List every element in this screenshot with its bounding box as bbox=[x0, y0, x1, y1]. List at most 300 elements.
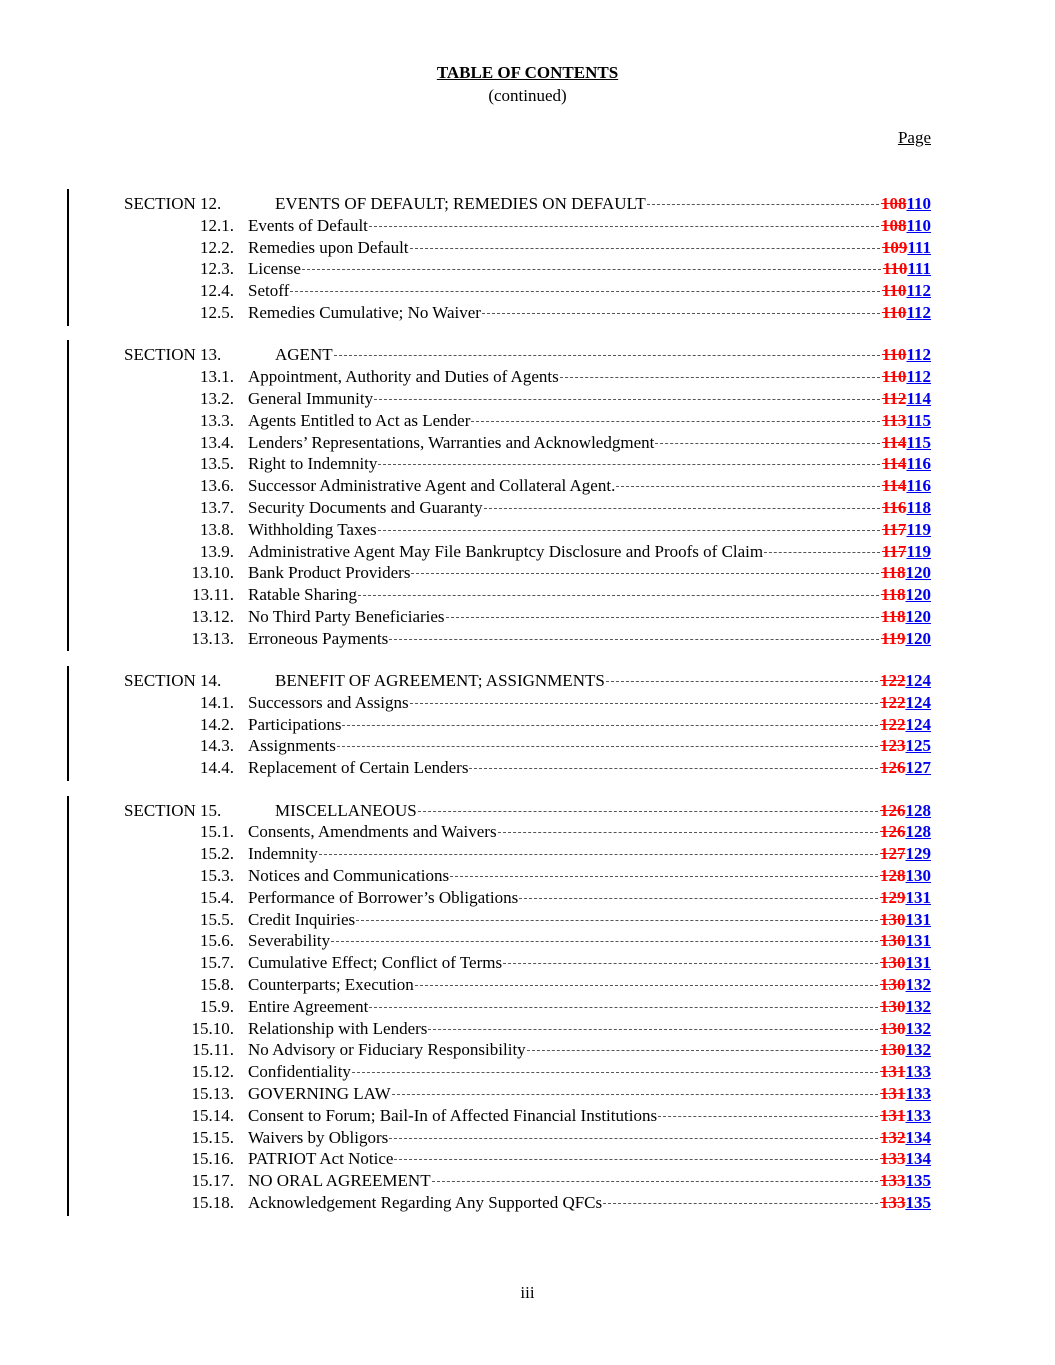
dot-leader bbox=[450, 876, 878, 877]
subsection-row[interactable] bbox=[0, 865, 1055, 887]
entry-title: Cumulative Effect; Conflict of Terms bbox=[248, 953, 503, 973]
dot-leader bbox=[302, 269, 881, 270]
deleted-page-number: 131 bbox=[880, 1083, 906, 1103]
entry-title-line bbox=[248, 909, 931, 931]
dot-leader bbox=[389, 639, 879, 640]
entry-title: Security Documents and Guaranty bbox=[248, 497, 483, 517]
entry-title-line bbox=[248, 280, 931, 302]
subsection-row[interactable] bbox=[0, 215, 1055, 237]
entry-number: SECTION 14. bbox=[124, 671, 222, 690]
entry-title: License bbox=[248, 259, 301, 279]
entry-number: 13.6. bbox=[200, 476, 234, 496]
deleted-page-number: 130 bbox=[880, 974, 906, 994]
inserted-page-number[interactable]: 131 bbox=[905, 953, 931, 973]
deleted-page-number: 127 bbox=[880, 844, 906, 864]
entry-title: AGENT bbox=[275, 345, 333, 365]
section-heading-row[interactable] bbox=[0, 193, 1055, 215]
entry-title: Administrative Agent May File Bankruptcy Disclosure and Proofs of Claim bbox=[248, 541, 764, 561]
entry-title: NO ORAL AGREEMENT bbox=[248, 1171, 431, 1191]
section-heading-row[interactable] bbox=[0, 344, 1055, 366]
entry-number: 12.1. bbox=[200, 215, 234, 235]
change-bar bbox=[67, 796, 69, 1216]
deleted-page-number: 128 bbox=[880, 865, 906, 885]
entry-number: 13.12. bbox=[191, 606, 234, 626]
dot-leader bbox=[603, 1203, 878, 1204]
inserted-page-number[interactable]: 116 bbox=[906, 454, 931, 474]
entry-title: Right to Indemnity bbox=[248, 454, 378, 474]
subsection-row[interactable] bbox=[0, 410, 1055, 432]
entry-number: 13.7. bbox=[200, 497, 234, 517]
subsection-row[interactable] bbox=[0, 909, 1055, 931]
subsection-row[interactable] bbox=[0, 366, 1055, 388]
inserted-page-number[interactable]: 115 bbox=[906, 432, 931, 452]
subsection-row[interactable] bbox=[0, 1061, 1055, 1083]
entry-number: 15.6. bbox=[200, 931, 234, 951]
subsection-row[interactable] bbox=[0, 258, 1055, 280]
inserted-page-number[interactable]: 120 bbox=[905, 563, 931, 583]
deleted-page-number: 108 bbox=[880, 215, 907, 235]
entry-title-line bbox=[248, 410, 931, 432]
subsection-row[interactable] bbox=[0, 497, 1055, 519]
entry-title: EVENTS OF DEFAULT; REMEDIES ON DEFAULT bbox=[275, 194, 646, 213]
entry-title: Performance of Borrower’s Obligations bbox=[248, 887, 519, 907]
entry-title: Entire Agreement bbox=[248, 996, 369, 1016]
inserted-page-number[interactable]: 135 bbox=[905, 1192, 931, 1212]
entry-number: 14.2. bbox=[200, 714, 234, 734]
dot-leader bbox=[647, 204, 879, 205]
subsection-row[interactable] bbox=[0, 453, 1055, 475]
subsection-row[interactable] bbox=[0, 562, 1055, 584]
dot-leader bbox=[378, 530, 880, 531]
inserted-page-number[interactable]: 115 bbox=[906, 410, 931, 430]
deleted-page-number: 113 bbox=[881, 410, 907, 430]
inserted-page-number[interactable]: 132 bbox=[905, 1018, 931, 1038]
dot-leader bbox=[319, 854, 878, 855]
entry-title: Participations bbox=[248, 714, 342, 734]
dot-leader bbox=[658, 1116, 878, 1117]
deleted-page-number: 122 bbox=[880, 671, 906, 690]
entry-number: 12.3. bbox=[200, 259, 234, 279]
inserted-page-number[interactable]: 116 bbox=[906, 476, 931, 496]
inserted-page-number[interactable]: 130 bbox=[905, 865, 931, 885]
dot-leader bbox=[498, 832, 878, 833]
entry-title: Severability bbox=[248, 931, 331, 951]
subsection-row[interactable] bbox=[0, 280, 1055, 302]
subsection-row[interactable] bbox=[0, 237, 1055, 259]
deleted-page-number: 110 bbox=[881, 367, 907, 387]
inserted-page-number[interactable]: 119 bbox=[906, 519, 931, 539]
dot-leader bbox=[482, 313, 880, 314]
inserted-page-number[interactable]: 110 bbox=[906, 215, 931, 235]
entry-number: 13.3. bbox=[200, 410, 234, 430]
subsection-row[interactable] bbox=[0, 432, 1055, 454]
inserted-page-number[interactable]: 133 bbox=[905, 1105, 931, 1125]
inserted-page-number[interactable]: 128 bbox=[905, 822, 931, 842]
inserted-page-number[interactable]: 127 bbox=[905, 758, 931, 778]
inserted-page-number[interactable]: 110 bbox=[906, 194, 931, 213]
entry-title-line bbox=[248, 388, 931, 410]
entry-title: Confidentiality bbox=[248, 1062, 351, 1082]
deleted-page-number: 108 bbox=[880, 194, 907, 213]
inserted-page-number[interactable]: 112 bbox=[906, 281, 931, 301]
entry-title-line bbox=[248, 215, 931, 237]
entry-title-line bbox=[248, 453, 931, 475]
entry-title: Credit Inquiries bbox=[248, 909, 356, 929]
section-heading-row[interactable] bbox=[0, 670, 1055, 692]
entry-number: SECTION 12. bbox=[124, 194, 222, 213]
subsection-row[interactable] bbox=[0, 735, 1055, 757]
subsection-row[interactable] bbox=[0, 628, 1055, 650]
subsection-row[interactable] bbox=[0, 843, 1055, 865]
inserted-page-number[interactable]: 120 bbox=[905, 628, 931, 648]
inserted-page-number[interactable]: 112 bbox=[906, 303, 931, 322]
inserted-page-number[interactable]: 124 bbox=[905, 692, 931, 712]
entry-number: 15.3. bbox=[200, 865, 234, 885]
entry-title: Acknowledgement Regarding Any Supported QFCs bbox=[248, 1192, 603, 1212]
subsection-row[interactable] bbox=[0, 821, 1055, 843]
entry-title-line bbox=[248, 865, 931, 887]
entry-title: Ratable Sharing bbox=[248, 585, 358, 605]
dot-leader bbox=[337, 746, 878, 747]
entry-title: Events of Default bbox=[248, 215, 368, 235]
entry-title: Successor Administrative Agent and Collateral Agent. bbox=[248, 476, 616, 496]
entry-title-line bbox=[248, 302, 931, 324]
entry-title: Notices and Communications bbox=[248, 865, 450, 885]
deleted-page-number: 129 bbox=[880, 887, 906, 907]
deleted-page-number: 126 bbox=[880, 822, 906, 842]
deleted-page-number: 110 bbox=[882, 259, 908, 279]
entry-number: 15.4. bbox=[200, 887, 234, 907]
change-bar bbox=[67, 189, 69, 326]
entry-title-line bbox=[248, 735, 931, 757]
deleted-page-number: 131 bbox=[880, 1062, 906, 1082]
deleted-page-number: 114 bbox=[881, 454, 907, 474]
dot-leader bbox=[331, 941, 878, 942]
entry-title: Remedies upon Default bbox=[248, 237, 409, 257]
dot-leader bbox=[334, 355, 880, 356]
entry-title: Bank Product Providers bbox=[248, 563, 411, 583]
entry-title-line bbox=[248, 1061, 931, 1083]
dot-leader bbox=[560, 377, 880, 378]
entry-title-line bbox=[248, 1018, 931, 1040]
entry-number: 12.5. bbox=[200, 303, 234, 322]
subsection-row[interactable] bbox=[0, 388, 1055, 410]
entry-title-line bbox=[275, 344, 931, 366]
deleted-page-number: 130 bbox=[880, 996, 906, 1016]
inserted-page-number[interactable]: 125 bbox=[905, 736, 931, 756]
entry-title-line bbox=[248, 237, 931, 259]
entry-title-line bbox=[248, 1039, 931, 1061]
inserted-page-number[interactable]: 131 bbox=[905, 931, 931, 951]
dot-leader bbox=[655, 443, 880, 444]
entry-number: 15.16. bbox=[191, 1149, 234, 1169]
deleted-page-number: 130 bbox=[880, 931, 906, 951]
inserted-page-number[interactable]: 111 bbox=[907, 237, 931, 257]
subsection-row[interactable] bbox=[0, 757, 1055, 779]
subsection-row[interactable] bbox=[0, 475, 1055, 497]
deleted-page-number: 117 bbox=[881, 519, 907, 539]
deleted-page-number: 114 bbox=[881, 432, 907, 452]
entry-number: 15.8. bbox=[200, 974, 234, 994]
page-column-heading: Page bbox=[897, 128, 931, 147]
inserted-page-number[interactable]: 133 bbox=[905, 1062, 931, 1082]
entry-title: Setoff bbox=[248, 281, 290, 301]
entry-title: Appointment, Authority and Duties of Agents bbox=[248, 367, 559, 387]
dot-leader bbox=[616, 486, 880, 487]
inserted-page-number[interactable]: 134 bbox=[905, 1127, 931, 1147]
entry-title: PATRIOT Act Notice bbox=[248, 1149, 394, 1169]
entry-title: Counterparts; Execution bbox=[248, 974, 414, 994]
entry-number: 14.1. bbox=[200, 692, 234, 712]
subsection-row[interactable] bbox=[0, 692, 1055, 714]
entry-title: Relationship with Lenders bbox=[248, 1018, 428, 1038]
deleted-page-number: 119 bbox=[880, 628, 906, 648]
entry-number: 14.3. bbox=[200, 736, 234, 756]
subsection-row[interactable] bbox=[0, 1039, 1055, 1061]
entry-number: 15.11. bbox=[192, 1040, 234, 1060]
subsection-row[interactable] bbox=[0, 1018, 1055, 1040]
inserted-page-number[interactable]: 112 bbox=[906, 345, 931, 365]
entry-number: 13.1. bbox=[200, 367, 234, 387]
dot-leader bbox=[428, 1029, 878, 1030]
entry-title: Lenders’ Representations, Warranties and Acknowledgment bbox=[248, 432, 655, 452]
deleted-page-number: 133 bbox=[880, 1149, 906, 1169]
entry-title: Remedies Cumulative; No Waiver bbox=[248, 303, 481, 322]
inserted-page-number[interactable]: 135 bbox=[905, 1171, 931, 1191]
dot-leader bbox=[290, 291, 880, 292]
dot-leader bbox=[392, 1094, 878, 1095]
entry-number: 15.13. bbox=[191, 1083, 234, 1103]
inserted-page-number[interactable]: 120 bbox=[905, 585, 931, 605]
deleted-page-number: 109 bbox=[881, 237, 908, 257]
section-heading-row[interactable] bbox=[0, 800, 1055, 822]
subsection-row[interactable] bbox=[0, 1192, 1055, 1214]
entry-number: 15.1. bbox=[200, 822, 234, 842]
deleted-page-number: 130 bbox=[880, 909, 906, 929]
entry-title-line bbox=[248, 714, 931, 736]
dot-leader bbox=[519, 898, 878, 899]
inserted-page-number[interactable]: 131 bbox=[905, 909, 931, 929]
subsection-row[interactable] bbox=[0, 996, 1055, 1018]
entry-title-line bbox=[248, 562, 931, 584]
entry-title-line bbox=[248, 887, 931, 909]
dot-leader bbox=[469, 768, 878, 769]
entry-title-line bbox=[248, 821, 931, 843]
entry-number: SECTION 15. bbox=[124, 800, 222, 820]
dot-leader bbox=[369, 226, 879, 227]
entry-number: 12.4. bbox=[200, 281, 234, 301]
inserted-page-number[interactable]: 114 bbox=[906, 388, 931, 408]
subsection-row[interactable] bbox=[0, 1170, 1055, 1192]
deleted-page-number: 126 bbox=[880, 758, 906, 778]
deleted-page-number: 110 bbox=[881, 281, 907, 301]
entry-title: Erroneous Payments bbox=[248, 628, 389, 648]
entry-number: 15.5. bbox=[200, 909, 234, 929]
entry-title: General Immunity bbox=[248, 388, 374, 408]
entry-number: 15.7. bbox=[200, 953, 234, 973]
dot-leader bbox=[410, 703, 878, 704]
deleted-page-number: 130 bbox=[880, 1040, 906, 1060]
dot-leader bbox=[342, 725, 878, 726]
subsection-row[interactable] bbox=[0, 1127, 1055, 1149]
inserted-page-number[interactable]: 132 bbox=[905, 996, 931, 1016]
subsection-row[interactable] bbox=[0, 302, 1055, 324]
deleted-page-number: 133 bbox=[880, 1192, 906, 1212]
deleted-page-number: 131 bbox=[880, 1105, 906, 1125]
entry-title-line bbox=[248, 1105, 931, 1127]
deleted-page-number: 123 bbox=[880, 736, 906, 756]
entry-title-line bbox=[248, 519, 931, 541]
dot-leader bbox=[503, 963, 878, 964]
entry-number: 15.9. bbox=[200, 996, 234, 1016]
change-bar bbox=[67, 666, 69, 781]
deleted-page-number: 118 bbox=[880, 563, 906, 583]
deleted-page-number: 132 bbox=[880, 1127, 906, 1147]
entry-number: 15.17. bbox=[191, 1171, 234, 1191]
inserted-page-number[interactable]: 132 bbox=[905, 974, 931, 994]
subsection-row[interactable] bbox=[0, 974, 1055, 996]
deleted-page-number: 110 bbox=[881, 303, 907, 322]
subsection-row[interactable] bbox=[0, 1148, 1055, 1170]
inserted-page-number[interactable]: 118 bbox=[906, 497, 931, 517]
inserted-page-number[interactable]: 124 bbox=[905, 671, 931, 690]
entry-title-line bbox=[248, 432, 931, 454]
subsection-row[interactable] bbox=[0, 952, 1055, 974]
deleted-page-number: 114 bbox=[881, 476, 907, 496]
subsection-row[interactable] bbox=[0, 584, 1055, 606]
dot-leader bbox=[358, 595, 879, 596]
entry-title: Consents, Amendments and Waivers bbox=[248, 822, 497, 842]
deleted-page-number: 112 bbox=[881, 388, 907, 408]
entry-title: Agents Entitled to Act as Lender bbox=[248, 410, 471, 430]
entry-title-line bbox=[275, 800, 931, 822]
dot-leader bbox=[374, 399, 880, 400]
entry-title: Withholding Taxes bbox=[248, 519, 377, 539]
inserted-page-number[interactable]: 129 bbox=[905, 844, 931, 864]
entry-title-line bbox=[248, 1127, 931, 1149]
entry-title-line bbox=[248, 1170, 931, 1192]
deleted-page-number: 116 bbox=[881, 497, 907, 517]
entry-title: No Third Party Beneficiaries bbox=[248, 606, 445, 626]
dot-leader bbox=[527, 1050, 878, 1051]
entry-title-line bbox=[248, 930, 931, 952]
entry-title-line bbox=[248, 541, 931, 563]
entry-title-line bbox=[248, 1148, 931, 1170]
dot-leader bbox=[484, 508, 880, 509]
subsection-row[interactable] bbox=[0, 714, 1055, 736]
entry-number: 13.5. bbox=[200, 454, 234, 474]
deleted-page-number: 130 bbox=[880, 1018, 906, 1038]
toc-subtitle: (continued) bbox=[488, 86, 567, 105]
deleted-page-number: 126 bbox=[880, 800, 906, 820]
subsection-row[interactable] bbox=[0, 1105, 1055, 1127]
entry-number: 13.13. bbox=[191, 628, 234, 648]
deleted-page-number: 117 bbox=[881, 541, 907, 561]
deleted-page-number: 122 bbox=[880, 692, 906, 712]
deleted-page-number: 133 bbox=[880, 1171, 906, 1191]
dot-leader bbox=[432, 1181, 878, 1182]
deleted-page-number: 122 bbox=[880, 714, 906, 734]
entry-title-line bbox=[248, 1192, 931, 1214]
entry-title: Consent to Forum; Bail-In of Affected Financial Institutions bbox=[248, 1105, 658, 1125]
dot-leader bbox=[764, 552, 880, 553]
entry-number: 14.4. bbox=[200, 758, 234, 778]
subsection-row[interactable] bbox=[0, 519, 1055, 541]
entry-number: 13.9. bbox=[200, 541, 234, 561]
entry-title-line bbox=[248, 996, 931, 1018]
entry-number: 13.2. bbox=[200, 388, 234, 408]
dot-leader bbox=[394, 1159, 878, 1160]
entry-title-line bbox=[248, 606, 931, 628]
inserted-page-number[interactable]: 134 bbox=[905, 1149, 931, 1169]
entry-number: 13.8. bbox=[200, 519, 234, 539]
entry-title-line bbox=[248, 757, 931, 779]
subsection-row[interactable] bbox=[0, 930, 1055, 952]
dot-leader bbox=[369, 1007, 878, 1008]
entry-title-line bbox=[275, 670, 931, 692]
deleted-page-number: 118 bbox=[880, 585, 906, 605]
entry-number: 13.11. bbox=[192, 585, 234, 605]
entry-title-line bbox=[248, 628, 931, 650]
entry-number: 15.12. bbox=[191, 1062, 234, 1082]
entry-title-line bbox=[248, 497, 931, 519]
entry-number: 13.10. bbox=[191, 563, 234, 583]
toc-title: TABLE OF CONTENTS bbox=[436, 63, 619, 82]
subsection-row[interactable] bbox=[0, 1083, 1055, 1105]
entry-title: MISCELLANEOUS bbox=[275, 800, 417, 820]
entry-title: GOVERNING LAW bbox=[248, 1083, 391, 1103]
dot-leader bbox=[411, 573, 879, 574]
inserted-page-number[interactable]: 119 bbox=[906, 541, 931, 561]
dot-leader bbox=[471, 421, 880, 422]
entry-number: 15.18. bbox=[191, 1192, 234, 1212]
entry-title: Indemnity bbox=[248, 844, 318, 864]
inserted-page-number[interactable]: 124 bbox=[905, 714, 931, 734]
inserted-page-number[interactable]: 133 bbox=[905, 1083, 931, 1103]
inserted-page-number[interactable]: 112 bbox=[906, 367, 931, 387]
entry-title: No Advisory or Fiduciary Responsibility bbox=[248, 1040, 526, 1060]
inserted-page-number[interactable]: 132 bbox=[905, 1040, 931, 1060]
subsection-row[interactable] bbox=[0, 541, 1055, 563]
entry-title: BENEFIT OF AGREEMENT; ASSIGNMENTS bbox=[275, 671, 605, 690]
entry-title: Replacement of Certain Lenders bbox=[248, 758, 469, 778]
inserted-page-number[interactable]: 111 bbox=[907, 259, 931, 279]
entry-title-line bbox=[248, 366, 931, 388]
entry-title-line bbox=[248, 843, 931, 865]
inserted-page-number[interactable]: 128 bbox=[905, 800, 931, 820]
subsection-row[interactable] bbox=[0, 606, 1055, 628]
subsection-row[interactable] bbox=[0, 887, 1055, 909]
entry-title: Assignments bbox=[248, 736, 336, 756]
entry-title-line bbox=[248, 475, 931, 497]
entry-title-line bbox=[248, 692, 931, 714]
entry-number: SECTION 13. bbox=[124, 345, 222, 365]
inserted-page-number[interactable]: 120 bbox=[905, 606, 931, 626]
inserted-page-number[interactable]: 131 bbox=[905, 887, 931, 907]
entry-number: 15.2. bbox=[200, 844, 234, 864]
entry-title: Waivers by Obligors bbox=[248, 1127, 389, 1147]
entry-title-line bbox=[248, 974, 931, 996]
entry-number: 12.2. bbox=[200, 237, 234, 257]
dot-leader bbox=[415, 985, 878, 986]
entry-number: 15.15. bbox=[191, 1127, 234, 1147]
entry-number: 15.14. bbox=[191, 1105, 234, 1125]
entry-title-line bbox=[248, 258, 931, 280]
entry-title-line bbox=[275, 193, 931, 215]
deleted-page-number: 130 bbox=[880, 953, 906, 973]
dot-leader bbox=[410, 248, 880, 249]
entry-title: Successors and Assigns bbox=[248, 692, 409, 712]
